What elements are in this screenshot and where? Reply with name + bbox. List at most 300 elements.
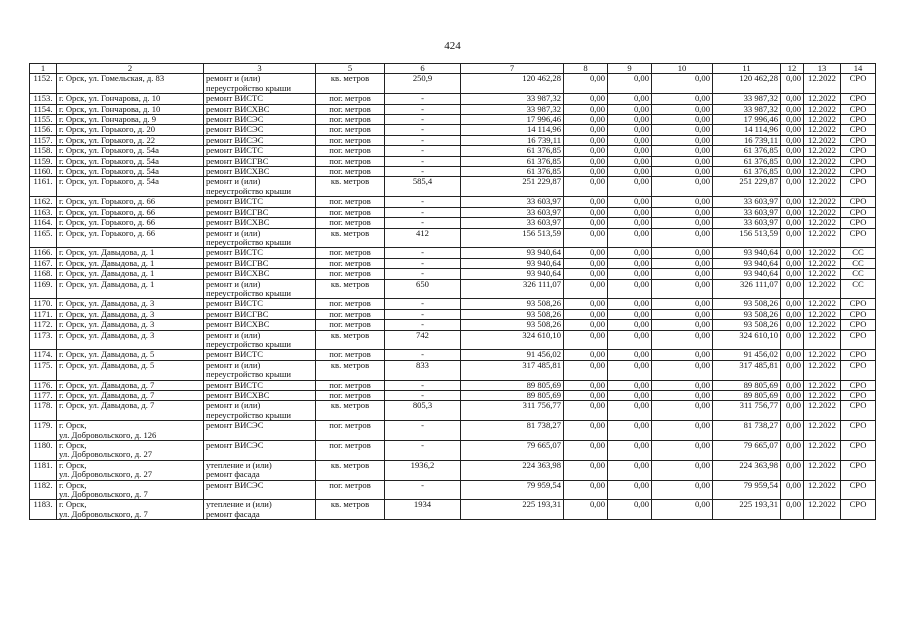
col8-cell: 0,00 — [564, 228, 608, 248]
table-row — [30, 74, 876, 94]
work-type-cell-line: ремонт ВИСХВС — [206, 268, 270, 279]
work-type-cell — [204, 135, 316, 145]
col9-cell: 0,00 — [608, 401, 652, 421]
method-cell: СРО — [841, 104, 876, 114]
col9-cell: 0,00 — [608, 94, 652, 104]
column-header: 1 — [30, 64, 57, 74]
address-cell — [57, 207, 204, 217]
address-cell-line: г. Орск, — [59, 499, 87, 510]
unit-cell: пог. метров — [316, 146, 385, 156]
work-type-cell-line: переустройство крыши — [206, 369, 291, 380]
address-cell — [57, 125, 204, 135]
address-cell-line: г. Орск, ул. Горького, д. 66 — [59, 196, 156, 207]
quantity-cell: 412 — [385, 228, 461, 248]
unit-cell: пог. метров — [316, 125, 385, 135]
quantity-cell: - — [385, 309, 461, 319]
row-number: 1161. — [30, 177, 57, 197]
table-row — [30, 309, 876, 319]
col8-cell: 0,00 — [564, 320, 608, 330]
address-cell — [57, 228, 204, 248]
col12-cell: 0,00 — [781, 74, 804, 94]
quantity-cell: - — [385, 197, 461, 207]
row-number: 1154. — [30, 104, 57, 114]
work-type-cell-line: ремонт и (или) — [206, 360, 261, 370]
work-type-cell-line: ремонт ВИСГВС — [206, 258, 269, 268]
method-cell: СС — [841, 269, 876, 279]
col8-cell: 0,00 — [564, 218, 608, 228]
col11-cost-cell: 33 987,32 — [713, 94, 781, 104]
total-cost-cell: 33 603,97 — [461, 197, 564, 207]
col10-cell: 0,00 — [652, 115, 713, 125]
col11-cost-cell: 93 940,64 — [713, 269, 781, 279]
col10-cell: 0,00 — [652, 135, 713, 145]
col11-cost-cell: 17 996,46 — [713, 115, 781, 125]
work-type-cell — [204, 320, 316, 330]
col8-cell: 0,00 — [564, 115, 608, 125]
unit-cell: кв. метров — [316, 401, 385, 421]
col11-cost-cell: 14 114,96 — [713, 125, 781, 135]
address-cell-line: г. Орск, ул. Давыдова, д. 1 — [59, 247, 155, 258]
total-cost-cell: 317 485,81 — [461, 360, 564, 380]
completion-date-cell: 12.2022 — [804, 156, 841, 166]
work-type-cell-line: переустройство крыши — [206, 338, 291, 349]
col11-cost-cell: 33 603,97 — [713, 197, 781, 207]
address-cell-line: г. Орск, ул. Давыдова, д. 5 — [59, 349, 155, 360]
total-cost-cell: 311 756,77 — [461, 401, 564, 421]
col12-cell: 0,00 — [781, 299, 804, 309]
col8-cell: 0,00 — [564, 441, 608, 461]
total-cost-cell: 33 603,97 — [461, 207, 564, 217]
row-number: 1173. — [30, 330, 57, 350]
unit-cell: кв. метров — [316, 177, 385, 197]
quantity-cell: - — [385, 167, 461, 177]
address-cell — [57, 320, 204, 330]
address-cell-line: ул. Добровольского, д. 7 — [59, 508, 148, 519]
work-type-cell — [204, 360, 316, 380]
total-cost-cell: 225 193,31 — [461, 500, 564, 520]
unit-cell: пог. метров — [316, 320, 385, 330]
total-cost-cell: 33 987,32 — [461, 94, 564, 104]
quantity-cell: - — [385, 391, 461, 401]
table-row — [30, 269, 876, 279]
work-type-cell — [204, 391, 316, 401]
table-row — [30, 421, 876, 441]
col11-cost-cell: 326 111,07 — [713, 279, 781, 299]
unit-cell: пог. метров — [316, 309, 385, 319]
completion-date-cell: 12.2022 — [804, 197, 841, 207]
total-cost-cell: 156 513,59 — [461, 228, 564, 248]
unit-cell: кв. метров — [316, 500, 385, 520]
column-header: 8 — [564, 64, 608, 74]
address-cell — [57, 360, 204, 380]
unit-cell: пог. метров — [316, 115, 385, 125]
completion-date-cell: 12.2022 — [804, 391, 841, 401]
completion-date-cell: 12.2022 — [804, 125, 841, 135]
col12-cell: 0,00 — [781, 207, 804, 217]
address-cell — [57, 167, 204, 177]
work-type-cell-line: ремонт ВИСТС — [206, 380, 264, 390]
table-row — [30, 391, 876, 401]
address-cell-line: ул. Добровольского, д. 7 — [59, 489, 148, 500]
page-number: 424 — [444, 40, 461, 52]
address-cell-line: г. Орск, ул. Гончарова, д. 10 — [59, 104, 161, 114]
address-cell-line: г. Орск, ул. Давыдова, д. 3 — [59, 319, 155, 330]
col9-cell: 0,00 — [608, 279, 652, 299]
col11-cost-cell: 89 805,69 — [713, 391, 781, 401]
unit-cell: пог. метров — [316, 218, 385, 228]
address-cell — [57, 380, 204, 390]
work-type-cell — [204, 309, 316, 319]
work-type-cell-line: ремонт фасада — [206, 508, 260, 519]
col11-cost-cell: 93 508,26 — [713, 320, 781, 330]
quantity-cell: - — [385, 320, 461, 330]
col8-cell: 0,00 — [564, 309, 608, 319]
work-type-cell-line: ремонт и (или) — [206, 279, 261, 289]
row-number: 1152. — [30, 74, 57, 94]
total-cost-cell: 93 508,26 — [461, 309, 564, 319]
method-cell: СРО — [841, 94, 876, 104]
address-cell — [57, 279, 204, 299]
table-row — [30, 330, 876, 350]
col12-cell: 0,00 — [781, 441, 804, 461]
work-type-cell-line: ремонт ВИСЭС — [206, 420, 264, 431]
work-type-cell — [204, 269, 316, 279]
completion-date-cell: 12.2022 — [804, 460, 841, 480]
quantity-cell: - — [385, 135, 461, 145]
work-type-cell-line: ремонт ВИСТС — [206, 349, 264, 360]
col9-cell: 0,00 — [608, 269, 652, 279]
method-cell: СРО — [841, 197, 876, 207]
column-header: 10 — [652, 64, 713, 74]
method-cell: СРО — [841, 480, 876, 500]
method-cell: СРО — [841, 330, 876, 350]
work-type-cell — [204, 197, 316, 207]
row-number: 1166. — [30, 248, 57, 258]
work-type-cell-line: ремонт ВИСЭС — [206, 480, 264, 490]
address-cell — [57, 248, 204, 258]
completion-date-cell: 12.2022 — [804, 279, 841, 299]
method-cell: СРО — [841, 401, 876, 421]
col12-cell: 0,00 — [781, 421, 804, 441]
address-cell — [57, 350, 204, 360]
work-type-cell — [204, 258, 316, 268]
total-cost-cell: 93 940,64 — [461, 258, 564, 268]
col11-cost-cell: 61 376,85 — [713, 146, 781, 156]
row-number: 1171. — [30, 309, 57, 319]
col11-cost-cell: 33 603,97 — [713, 207, 781, 217]
total-cost-cell: 326 111,07 — [461, 279, 564, 299]
completion-date-cell: 12.2022 — [804, 500, 841, 520]
col10-cell: 0,00 — [652, 279, 713, 299]
work-type-cell — [204, 115, 316, 125]
address-cell-line: г. Орск, ул. Горького, д. 54а — [59, 145, 159, 156]
col8-cell: 0,00 — [564, 258, 608, 268]
col10-cell: 0,00 — [652, 401, 713, 421]
work-type-cell-line: ремонт ВИСХВС — [206, 390, 270, 400]
method-cell: СРО — [841, 167, 876, 177]
col9-cell: 0,00 — [608, 380, 652, 390]
row-number: 1176. — [30, 380, 57, 390]
unit-cell: кв. метров — [316, 360, 385, 380]
total-cost-cell: 93 940,64 — [461, 248, 564, 258]
col12-cell: 0,00 — [781, 330, 804, 350]
col9-cell: 0,00 — [608, 500, 652, 520]
col12-cell: 0,00 — [781, 258, 804, 268]
total-cost-cell: 33 987,32 — [461, 104, 564, 114]
completion-date-cell: 12.2022 — [804, 74, 841, 94]
method-cell: СС — [841, 258, 876, 268]
method-cell: СРО — [841, 360, 876, 380]
address-cell — [57, 309, 204, 319]
table-row — [30, 320, 876, 330]
table-row — [30, 380, 876, 390]
address-cell-line: г. Орск, ул. Горького, д. 22 — [59, 135, 156, 145]
address-cell-line: г. Орск, ул. Давыдова, д. 5 — [59, 360, 155, 370]
row-number: 1160. — [30, 167, 57, 177]
row-number: 1172. — [30, 320, 57, 330]
col10-cell: 0,00 — [652, 320, 713, 330]
col10-cell: 0,00 — [652, 146, 713, 156]
work-type-cell-line: ремонт ВИСЭС — [206, 124, 264, 135]
col12-cell: 0,00 — [781, 401, 804, 421]
address-cell-line: г. Орск, — [59, 480, 87, 490]
col12-cell: 0,00 — [781, 197, 804, 207]
address-cell — [57, 177, 204, 197]
col8-cell: 0,00 — [564, 248, 608, 258]
completion-date-cell: 12.2022 — [804, 480, 841, 500]
address-cell — [57, 391, 204, 401]
col12-cell: 0,00 — [781, 228, 804, 248]
col10-cell: 0,00 — [652, 94, 713, 104]
work-type-cell — [204, 228, 316, 248]
address-cell-line: г. Орск, ул. Давыдова, д. 7 — [59, 400, 155, 411]
col9-cell: 0,00 — [608, 350, 652, 360]
col9-cell: 0,00 — [608, 441, 652, 461]
unit-cell: пог. метров — [316, 94, 385, 104]
address-cell — [57, 269, 204, 279]
column-header: 6 — [385, 64, 461, 74]
row-number: 1159. — [30, 156, 57, 166]
registry-table — [29, 63, 876, 520]
col12-cell: 0,00 — [781, 360, 804, 380]
total-cost-cell: 89 805,69 — [461, 380, 564, 390]
col12-cell: 0,00 — [781, 460, 804, 480]
table-row — [30, 115, 876, 125]
completion-date-cell: 12.2022 — [804, 380, 841, 390]
address-cell — [57, 115, 204, 125]
work-type-cell-line: ремонт ВИСТС — [206, 247, 264, 258]
address-cell-line: г. Орск, ул. Гомельская, д. 83 — [59, 73, 165, 84]
work-type-cell-line: ремонт ВИСХВС — [206, 217, 270, 228]
completion-date-cell: 12.2022 — [804, 401, 841, 421]
col10-cell: 0,00 — [652, 421, 713, 441]
work-type-cell — [204, 207, 316, 217]
address-cell — [57, 104, 204, 114]
work-type-cell — [204, 480, 316, 500]
method-cell: СРО — [841, 156, 876, 166]
col11-cost-cell: 79 665,07 — [713, 441, 781, 461]
column-header: 12 — [781, 64, 804, 74]
completion-date-cell: 12.2022 — [804, 258, 841, 268]
address-cell — [57, 146, 204, 156]
work-type-cell-line: ремонт и (или) — [206, 400, 261, 411]
col10-cell: 0,00 — [652, 197, 713, 207]
quantity-cell: 1934 — [385, 500, 461, 520]
unit-cell: кв. метров — [316, 74, 385, 94]
col11-cost-cell: 225 193,31 — [713, 500, 781, 520]
row-number: 1156. — [30, 125, 57, 135]
unit-cell: кв. метров — [316, 228, 385, 248]
column-header: 7 — [461, 64, 564, 74]
total-cost-cell: 61 376,85 — [461, 156, 564, 166]
method-cell: СРО — [841, 74, 876, 94]
col8-cell: 0,00 — [564, 360, 608, 380]
row-number: 1181. — [30, 460, 57, 480]
row-number: 1164. — [30, 218, 57, 228]
row-number: 1153. — [30, 94, 57, 104]
completion-date-cell: 12.2022 — [804, 421, 841, 441]
work-type-cell-line: ремонт ВИСХВС — [206, 104, 270, 114]
col10-cell: 0,00 — [652, 74, 713, 94]
quantity-cell: - — [385, 299, 461, 309]
method-cell: СРО — [841, 309, 876, 319]
work-type-cell-line: ремонт ВИСГВС — [206, 309, 269, 319]
address-cell — [57, 218, 204, 228]
completion-date-cell: 12.2022 — [804, 94, 841, 104]
row-number: 1158. — [30, 146, 57, 156]
completion-date-cell: 12.2022 — [804, 330, 841, 350]
col12-cell: 0,00 — [781, 380, 804, 390]
quantity-cell: - — [385, 269, 461, 279]
total-cost-cell: 17 996,46 — [461, 115, 564, 125]
work-type-cell — [204, 125, 316, 135]
work-type-cell-line: ремонт ВИСЭС — [206, 114, 264, 125]
col9-cell: 0,00 — [608, 125, 652, 135]
col10-cell: 0,00 — [652, 441, 713, 461]
work-type-cell — [204, 421, 316, 441]
address-cell — [57, 94, 204, 104]
column-header: 14 — [841, 64, 876, 74]
address-cell-line: ул. Добровольского, д. 27 — [59, 449, 153, 460]
unit-cell: кв. метров — [316, 460, 385, 480]
method-cell: СРО — [841, 218, 876, 228]
col12-cell: 0,00 — [781, 350, 804, 360]
table-row — [30, 360, 876, 380]
work-type-cell — [204, 218, 316, 228]
col12-cell: 0,00 — [781, 309, 804, 319]
col12-cell: 0,00 — [781, 156, 804, 166]
col10-cell: 0,00 — [652, 309, 713, 319]
col9-cell: 0,00 — [608, 104, 652, 114]
table-row — [30, 299, 876, 309]
method-cell: СРО — [841, 350, 876, 360]
total-cost-cell: 251 229,87 — [461, 177, 564, 197]
col8-cell: 0,00 — [564, 156, 608, 166]
col11-cost-cell: 81 738,27 — [713, 421, 781, 441]
quantity-cell: - — [385, 258, 461, 268]
col11-cost-cell: 224 363,98 — [713, 460, 781, 480]
col10-cell: 0,00 — [652, 156, 713, 166]
work-type-cell — [204, 401, 316, 421]
address-cell — [57, 460, 204, 480]
col8-cell: 0,00 — [564, 207, 608, 217]
address-cell-line: ул. Добровольского, д. 27 — [59, 469, 153, 480]
completion-date-cell: 12.2022 — [804, 299, 841, 309]
unit-cell: пог. метров — [316, 299, 385, 309]
work-type-cell-line: ремонт ВИСТС — [206, 145, 264, 156]
column-header: 2 — [57, 64, 204, 74]
quantity-cell: 250,9 — [385, 74, 461, 94]
col10-cell: 0,00 — [652, 500, 713, 520]
col8-cell: 0,00 — [564, 380, 608, 390]
col8-cell: 0,00 — [564, 125, 608, 135]
col12-cell: 0,00 — [781, 248, 804, 258]
quantity-cell: 833 — [385, 360, 461, 380]
total-cost-cell: 89 805,69 — [461, 391, 564, 401]
address-cell — [57, 156, 204, 166]
table-row — [30, 135, 876, 145]
col10-cell: 0,00 — [652, 391, 713, 401]
total-cost-cell: 93 940,64 — [461, 269, 564, 279]
quantity-cell: - — [385, 421, 461, 441]
work-type-cell-line: ремонт ВИСГВС — [206, 207, 269, 217]
table-row — [30, 94, 876, 104]
address-cell-line: г. Орск, ул. Гончарова, д. 10 — [59, 93, 161, 104]
row-number: 1168. — [30, 269, 57, 279]
work-type-cell — [204, 104, 316, 114]
row-number: 1155. — [30, 115, 57, 125]
address-cell — [57, 480, 204, 500]
table-row — [30, 104, 876, 114]
completion-date-cell: 12.2022 — [804, 441, 841, 461]
col8-cell: 0,00 — [564, 500, 608, 520]
col12-cell: 0,00 — [781, 269, 804, 279]
table-row — [30, 156, 876, 166]
quantity-cell: - — [385, 115, 461, 125]
total-cost-cell: 324 610,10 — [461, 330, 564, 350]
quantity-cell: - — [385, 104, 461, 114]
work-type-cell — [204, 279, 316, 299]
address-cell — [57, 441, 204, 461]
work-type-cell-line: ремонт ВИСЭС — [206, 135, 264, 145]
quantity-cell: 585,4 — [385, 177, 461, 197]
address-cell — [57, 74, 204, 94]
col9-cell: 0,00 — [608, 460, 652, 480]
work-type-cell-line: переустройство крыши — [206, 236, 291, 247]
col11-cost-cell: 251 229,87 — [713, 177, 781, 197]
unit-cell: пог. метров — [316, 167, 385, 177]
col8-cell: 0,00 — [564, 460, 608, 480]
total-cost-cell: 61 376,85 — [461, 167, 564, 177]
quantity-cell: - — [385, 218, 461, 228]
col10-cell: 0,00 — [652, 218, 713, 228]
work-type-cell-line: переустройство крыши — [206, 82, 291, 93]
work-type-cell-line: ремонт ВИСТС — [206, 93, 264, 104]
col9-cell: 0,00 — [608, 156, 652, 166]
address-cell-line: г. Орск, — [59, 440, 87, 451]
col12-cell: 0,00 — [781, 391, 804, 401]
address-cell-line: г. Орск, ул. Горького, д. 66 — [59, 207, 156, 217]
col12-cell: 0,00 — [781, 480, 804, 500]
quantity-cell: - — [385, 94, 461, 104]
table-row — [30, 248, 876, 258]
work-type-cell-line: ремонт ВИСТС — [206, 196, 264, 207]
col9-cell: 0,00 — [608, 480, 652, 500]
row-number: 1169. — [30, 279, 57, 299]
col11-cost-cell: 16 739,11 — [713, 135, 781, 145]
quantity-cell: 1936,2 — [385, 460, 461, 480]
completion-date-cell: 12.2022 — [804, 146, 841, 156]
